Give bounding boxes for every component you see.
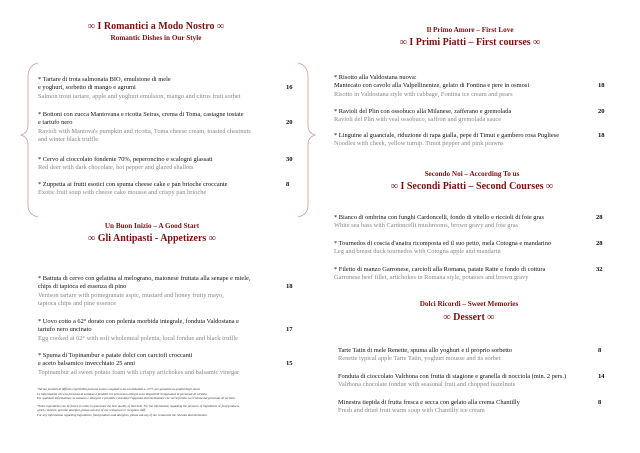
- dish-name-english: Fresh and dried fruit warm soup with Chantilly ice cream: [338, 407, 485, 415]
- dish-name-english: Leg and breast duck tournedos with Cotogna apple and mandarin: [334, 248, 501, 256]
- dish-name-english: Noodles with cheek, yellow turnip. Timut pepper and pink prawns: [334, 140, 504, 148]
- dish-name-italian: chips di tapioca ed essenza di pino: [38, 283, 127, 291]
- dish-name-english: Valrhona chocolate fondue with seasonal fruit and chopped hazelnuts: [338, 381, 516, 389]
- dish-name-italian: * Battuta di cervo con gelatina al melograno, maionese fruttata alla senape e miele,: [38, 275, 251, 282]
- romantici-item: [38, 76, 241, 101]
- section-subtitle-romantici: Romantic Dishes in Our Style: [110, 34, 202, 42]
- dish-name-english: Topinambur ad sweet potato foam with crispy artichokes and balsamic vinegar: [38, 368, 240, 376]
- dish-price: 8: [598, 347, 602, 354]
- allergen-footnote: which could be, provoke allergies, please ask any of our restaurant or reception staff.: [37, 408, 146, 413]
- dish-price: 28: [596, 214, 603, 221]
- dish-name-italian: * Filetto di manzo Garronese, carciofi alla Romana, patate Ratte e fondo di cottura: [334, 266, 546, 273]
- dish-name-english: and winter black truffle: [38, 136, 99, 144]
- dish-name-english: Exotic fruit soup with cheese cake mousse and crispy pan brioche: [38, 189, 207, 197]
- primi-item: [334, 132, 559, 149]
- secondi-item: [334, 214, 544, 231]
- section-title-antipasti: ∞ Gli Antipasti - Appetizers ∞: [88, 233, 216, 244]
- dish-name-italian: Tarte Tatin di mele Renette, spuma allo yoghurt e il proprio sorbetto: [338, 347, 512, 354]
- dish-name-italian: * Cervo al cioccolato fondente 70%, peperoncino e scalogni glassati: [38, 156, 213, 163]
- dish-name-english: Renette typical apple Tarte Tatin, yoghurt mousse and its sorbet: [338, 355, 501, 363]
- dish-price: 14: [598, 373, 605, 380]
- section-subtitle-antipasti: Un Buon Inizio – A Good Start: [104, 222, 200, 230]
- dish-name-italian: * Uovo cotto a 62° dorato con polenta morbida integrale, fonduta Valdostana e: [38, 318, 240, 325]
- dish-price: 28: [596, 240, 603, 247]
- dish-name-english: Ravioli with Mantova's pumpkin and ricotta, Toma cheese cream, toasted chestnuts: [38, 127, 251, 135]
- dish-price: 30: [286, 156, 293, 163]
- section-subtitle-primi: Il Primo Amore – First Love: [426, 26, 514, 34]
- allergen-footnote: Le informazioni circa la presenza di sostanze o prodotti che provocano allergie sono disponibili rivolgendosi al personale di servizio.: [37, 391, 208, 396]
- dish-name-italian: Fonduta di cioccolato Valrhona con frutta di stagione e granella di nocciola (min. 2 pers.): [338, 373, 567, 380]
- dish-price: 16: [286, 84, 293, 92]
- section-subtitle-secondi: Secondo Noi – According To us: [424, 170, 520, 178]
- secondi-item: [334, 266, 545, 283]
- dish-name-english: tapioca chips and pine essence: [38, 300, 117, 308]
- dish-price: 18: [598, 132, 605, 139]
- dish-price: 18: [286, 283, 293, 291]
- dish-price: 15: [286, 360, 293, 368]
- romantici-item: [38, 111, 251, 145]
- dish-name-italian: * Tartare di trota salmonata BIO, emulsione di mele: [38, 76, 171, 83]
- dish-price: 8: [598, 399, 602, 406]
- allergen-footnote: *Alcuni prodotti di difficile reperibilità possono essere congelati o da noi abbattuti a -25°C per garantire la qualità degli stessi.: [37, 387, 201, 391]
- secondi-item: [334, 240, 551, 257]
- dish-name-english: Garronese beef fillet, artichokes in Romana style, potatoes and brown gravy: [334, 274, 529, 282]
- romantici-item: [38, 156, 213, 173]
- dish-name-english: Red deer with dark chocolate, hot pepper and glazed shallots: [38, 164, 194, 172]
- antipasti-item: [38, 318, 239, 343]
- dish-name-english: Salmon trout tartare, apple and yoghurt emulsion, mango and citrus fruit sorbet: [38, 92, 241, 100]
- dolci-item: [338, 347, 512, 364]
- dish-name-english: Ravioli del Plin with veal ossobuco, saffron and gremolada sauce: [334, 116, 502, 124]
- dish-price: 20: [286, 119, 293, 127]
- section-title-dolci: ∞ Dessert ∞: [443, 312, 495, 323]
- antipasti-item: [38, 275, 250, 309]
- section-subtitle-dolci: Dolci Ricordi – Sweet Memories: [419, 300, 519, 308]
- dish-price: 8: [286, 181, 290, 188]
- dish-price: 32: [596, 266, 603, 273]
- dish-name-italian: e yoghurt, sorbetto di mango e agrumi: [38, 84, 136, 92]
- dish-name-italian: * Bottoni con zucca Mantovana e ricotta Seiras, crema di Toma, castagne tostate: [38, 111, 244, 118]
- dish-name-english: Egg cooked at 62° with soft wholemeal polenta, local fondue and black truffle: [38, 334, 238, 342]
- dish-name-italian: * Zuppetta ai frutti esotici con spuma cheese cake e pan brioche croccante: [38, 181, 228, 188]
- section-title-romantici: ∞ I Romantici a Modo Nostro ∞: [87, 21, 225, 32]
- section-title-secondi: ∞ I Secondi Piatti – Second Courses ∞: [390, 181, 554, 192]
- dish-name-english: White sea bass with Cardoncelli mushrooms, brown gravy and foie gras: [334, 222, 519, 230]
- dolci-item: [338, 399, 520, 416]
- allergen-footnote: *Some ingredients can be frozen in order to guarantee the best quality of that item. For the information regarding the presence of ingredients or food products,: [37, 403, 240, 408]
- dish-name-italian: * Ravioli del Plin con ossobuco alla Milanese, zafferano e gremolada: [334, 108, 512, 115]
- dish-name-english: Venison tartare with pomegranate aspic, mustard and honey fruity mayo,: [38, 291, 224, 299]
- primi-item: [334, 74, 529, 99]
- dish-name-italian: Minestra tiepida di frutta fresca e secca con gelato alla crema Chantilly: [338, 399, 520, 406]
- dish-name-italian: e aceto balsamico invecchiato 25 anni: [38, 360, 136, 368]
- dish-name-italian: * Bianco di ombrina con funghi Cardoncelli, fondo di vitello e riccioli di foie gras: [334, 214, 544, 221]
- dish-name-italian: * Spuma di Topinambur e patate dolci con carciofi croccanti: [38, 352, 193, 359]
- section-title-primi: ∞ I Primi Piatti – First courses ∞: [399, 37, 541, 48]
- dish-price: 18: [598, 82, 605, 90]
- dolci-item: [338, 373, 566, 390]
- dish-price: 17: [286, 326, 293, 334]
- primi-item: [334, 108, 511, 125]
- dish-name-english: Risotto in Valdostana style with cabbage, Fontina ice cream and pears: [334, 90, 513, 98]
- dish-name-italian: * Tournedos di coscia d'anatra ricomposta ed il suo petto, mela Cotogna e mandarino: [334, 240, 552, 247]
- allergen-footnote: For any information regarding ingredients, food products and allergens, please ask any of our restaurant the relevant documentation.: [37, 413, 208, 417]
- dish-name-italian: tartufo nero uncinato: [38, 326, 92, 334]
- antipasti-item: [38, 352, 239, 377]
- dish-name-italian: e tartufo nero: [38, 119, 73, 127]
- dish-name-italian: * Risotto alla Valdostana nuova:: [334, 74, 417, 81]
- romantici-item: [38, 181, 228, 198]
- dish-name-italian: * Linguine al guanciale, riduzione di rapa gialla, pepe di Timut e gambero rosa Pugliese: [334, 132, 560, 139]
- dish-price: 20: [598, 108, 605, 115]
- dish-name-italian: Mantecato con cavolo alla Valpellinentze, gelato di Fontina e pere in osmosi: [334, 82, 530, 90]
- allergen-footnote: Per qualsiasi informazione su sostanze e allergeni è possibile consultare l'apposita documentazione che verrà fornita su richiesta dal personale di servizio.: [37, 396, 236, 401]
